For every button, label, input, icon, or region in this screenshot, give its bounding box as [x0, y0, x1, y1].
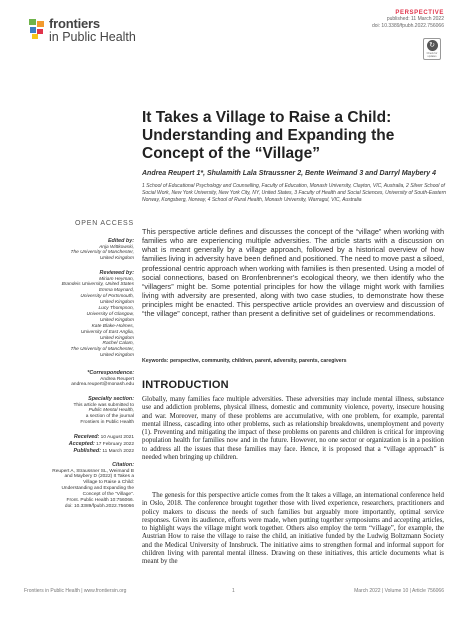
page-number: 1: [232, 588, 235, 594]
reviewer-line: The University of Manchester,: [70, 347, 134, 353]
editor-line: Anja Wittkowski,: [99, 244, 134, 250]
reviewer-line: United Kingdom: [99, 317, 134, 323]
reviewer-line: University of Portsmouth,: [80, 294, 134, 300]
body-paragraph: Globally, many families face multiple adversities. These adversities may include mental illness, substance use and addiction problems, physical illness, domestic and community violence, poverty, insecure housing and war. Moreover, many of these problems are accumulative, with one problem, for example, parental mental illness, cascading into other problems, such as relationship breakdowns, unemployment and poverty (1). Preventing and mitigating the impact of these problems on parents and children is critical for improving population health for families now and in the future. However, no one sector or organization is in a position to address all the issues that these families may face. Hence, it is proposed that a “village approach” is needed when bringing up children.: [142, 396, 444, 461]
received-date: 10 August 2021: [100, 435, 134, 440]
section-heading: INTRODUCTION: [142, 379, 229, 391]
reviewer-line: Kate Blake-Holmes,: [91, 323, 134, 329]
reviewer-line: United Kingdom: [99, 335, 134, 341]
received-label: Received:: [73, 434, 100, 440]
citation-line: Understanding and Expanding the: [61, 486, 134, 492]
refresh-icon: ↻: [427, 40, 438, 51]
published-date: published: 11 March 2022: [386, 16, 444, 22]
editor-line: United Kingdom: [99, 256, 134, 262]
published-label: Published:: [73, 447, 101, 454]
citation-label: Citation:: [112, 462, 134, 468]
editor-line: The University of Manchester,: [70, 250, 134, 256]
reviewed-by-label: Reviewed by:: [99, 270, 134, 276]
reviewer-line: Emma Maynard,: [98, 288, 134, 294]
reviewer-line: Rachel Calam,: [102, 341, 134, 347]
logo-text-secondary: in Public Health: [49, 30, 136, 44]
specialty-line: This article was submitted to: [73, 402, 134, 408]
specialty-line: a section of the journal: [85, 414, 134, 420]
author-list: Andrea Reupert 1*, Shulamith Lala Straussner 2, Bente Weimand 3 and Darryl Maybery 4: [142, 170, 436, 177]
correspondence-name: Andrea Reupert: [100, 376, 134, 382]
specialty-block: [24, 396, 134, 426]
edited-by-label: Edited by:: [107, 238, 134, 244]
open-access-label: OPEN ACCESS: [75, 220, 134, 227]
affiliations: 1 School of Educational Psychology and Counselling, Faculty of Education, Monash University, Clayton, VIC, Australia, 2 Silver School of Social Work, New York University, New York City, NY, United States, 3 Faculty of Health and Social Sciences, University of South-Eastern Norway, Kongsberg, Norway, 4 School of Rural Health, Monash University, Warragul, VIC, Australia: [142, 183, 447, 203]
citation-line: Reupert A, Straussner SL, Weimand B: [52, 468, 134, 474]
footer-journal[interactable]: Frontiers in Public Health | www.frontiersin.org: [24, 588, 127, 594]
frontiers-logo[interactable]: [28, 16, 188, 50]
doi-link[interactable]: doi: 10.3389/fpubh.2022.756066: [371, 22, 444, 29]
reviewer-line: Lucy Thompson,: [98, 306, 134, 312]
citation-doi[interactable]: doi: 10.3389/fpubh.2022.756066: [64, 503, 134, 509]
abstract: This perspective article defines and discusses the concept of the “village” when working with families who are experiencing multiple adversities. The article starts with a discussion on what is meant generally by a village approach, followed by a historical overview of how families living in adversity have been defined and positioned. The need to move past a siloed, professional centric approach when working with families is then presented. Using a model of social connections, based on Bronfenbrenner’s ecological theory, we then identify who the “villagers” might be. Some potential principles for how the village might work with families living with adversity are presented, along with two case studies, to demonstrate how these principles might be enacted. This perspective article provides an overview and discussion of “the village” concept, rather than present a definitive set of guidelines or recommendations.: [142, 227, 444, 319]
reviewer-line: United Kingdom: [99, 300, 134, 306]
accepted-label: Accepted:: [68, 440, 95, 447]
logo-text-primary: frontiers: [49, 16, 100, 31]
published-date-sidebar: 11 March 2022: [102, 448, 134, 454]
article-meta: [254, 10, 444, 29]
citation-block: [24, 462, 134, 510]
check-for-updates-badge[interactable]: [423, 38, 441, 60]
reviewer-line: Miriam Heyman,: [99, 276, 134, 282]
dates-block: [24, 434, 134, 455]
citation-line: and Maybery D (2022) It Takes a: [64, 474, 134, 480]
frontiers-logo-icon: [28, 18, 46, 40]
correspondence-block: [24, 370, 134, 388]
check-for-updates-label: Check for updates: [426, 52, 438, 58]
reviewer-line: United Kingdom: [99, 353, 134, 359]
article-type: PERSPECTIVE: [395, 10, 444, 16]
citation-line: Front. Public Health 10:756066.: [66, 498, 134, 504]
reviewed-by-block: [24, 270, 134, 359]
keywords: Keywords: perspective, community, children, parent, adversity, parents, caregivers: [142, 358, 347, 364]
reviewer-line: Brandeis University, United States: [61, 282, 134, 288]
article-title: It Takes a Village to Raise a Child: Understanding and Expanding the Concept of the “Village”: [142, 109, 395, 162]
accepted-date: 17 February 2022: [96, 441, 134, 447]
body-paragraph: The genesis for this perspective article comes from the It takes a village, an international conference held in Oslo, 2018. The conference brought together those with lived experience, researchers, practitioners and policy makers to discuss the needs of such families but arguably more importantly, optimal service responses. Given its audience, efforts were made, when putting together symposiums and accepting articles, to highlight ways the village might work together. Others also employ the term “village”, for example, the Austrian How to raise the village to raise the child, an initiative funded by the Ludwig Boltzmann Society and the Medical University of Innsbruck. The initiative aims to strengthen formal and informal support for children living with parental mental illness. Drawing on these initiatives, this article documents what is meant by the: [142, 492, 444, 565]
citation-line: Village to Raise a Child:: [83, 480, 134, 486]
reviewer-line: University of East Anglia,: [80, 329, 134, 335]
edited-by-block: [24, 238, 134, 262]
correspondence-label: *Correspondence:: [87, 370, 134, 376]
specialty-label: Specialty section:: [88, 396, 134, 402]
citation-line: Concept of the “Village”.: [82, 492, 134, 498]
correspondence-email[interactable]: andrea.reupert@monash.edu: [71, 382, 134, 388]
specialty-line: Frontiers in Public Health: [80, 420, 134, 426]
reviewer-line: University of Glasgow,: [86, 311, 134, 317]
footer-issue: March 2022 | Volume 10 | Article 756066: [354, 588, 444, 594]
specialty-line: Public Mental Health,: [88, 408, 134, 414]
